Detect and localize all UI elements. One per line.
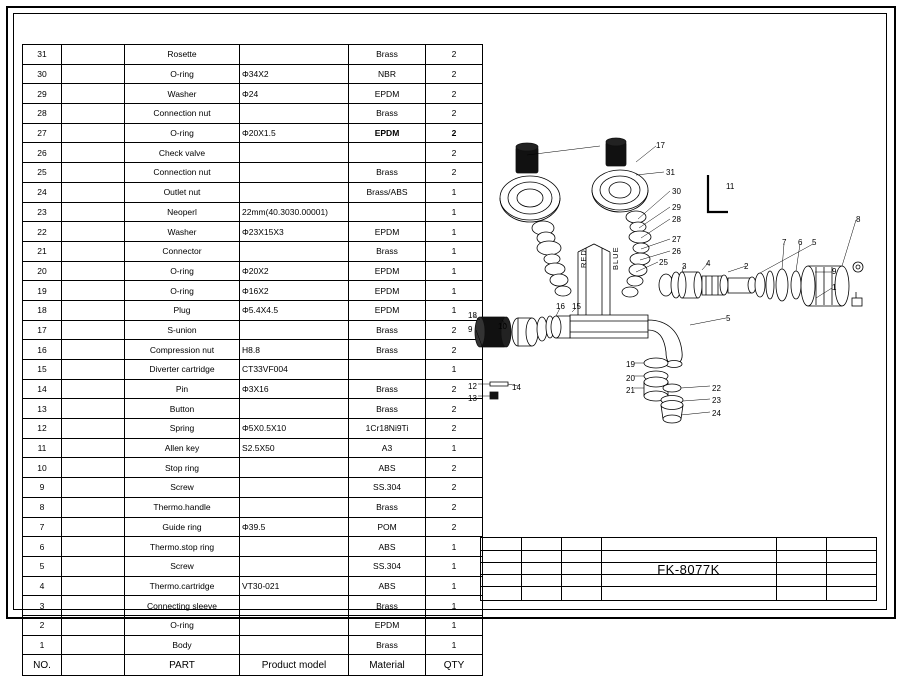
bom-cell-blank xyxy=(62,379,125,399)
callout-number: 30 xyxy=(672,187,681,196)
bom-cell-no: 6 xyxy=(23,537,62,557)
bom-cell-blank xyxy=(62,360,125,380)
bom-cell-material: EPDM xyxy=(349,615,426,635)
bom-cell-material: Brass xyxy=(349,497,426,517)
bom-cell-model xyxy=(240,478,349,498)
bom-cell-blank xyxy=(62,615,125,635)
bom-cell-model xyxy=(240,45,349,65)
bom-cell-qty: 2 xyxy=(426,497,483,517)
bom-cell-model: S2.5X50 xyxy=(240,438,349,458)
bom-cell-no: 23 xyxy=(23,202,62,222)
bom-cell-blank xyxy=(62,419,125,439)
bom-cell-material: EPDM xyxy=(349,222,426,242)
bom-cell-material: Brass xyxy=(349,163,426,183)
bom-cell-material: Brass xyxy=(349,104,426,124)
bom-cell-model xyxy=(240,615,349,635)
bom-cell-blank xyxy=(62,64,125,84)
bom-cell-blank xyxy=(62,222,125,242)
bom-cell-part: S-union xyxy=(125,320,240,340)
bom-cell-blank xyxy=(62,163,125,183)
callout-number: 4 xyxy=(706,259,711,268)
bom-header-no: NO. xyxy=(23,655,62,676)
bom-cell-material: Brass xyxy=(349,399,426,419)
bom-cell-no: 27 xyxy=(23,123,62,143)
bom-cell-qty: 2 xyxy=(426,104,483,124)
bom-cell-model xyxy=(240,497,349,517)
table-row xyxy=(23,438,483,458)
bom-cell-material: Brass xyxy=(349,320,426,340)
bom-cell-no: 3 xyxy=(23,596,62,616)
table-row xyxy=(23,281,483,301)
bom-cell-model: Φ5.4X4.5 xyxy=(240,300,349,320)
bom-cell-model xyxy=(240,241,349,261)
bom-cell-part: Thermo.stop ring xyxy=(125,537,240,557)
bom-cell-no: 4 xyxy=(23,576,62,596)
bom-cell-qty: 1 xyxy=(426,576,483,596)
callout-number: 5 xyxy=(726,314,731,323)
bom-cell-blank xyxy=(62,458,125,478)
bom-cell-qty: 1 xyxy=(426,241,483,261)
bom-cell-no: 7 xyxy=(23,517,62,537)
bom-cell-qty: 2 xyxy=(426,320,483,340)
exploded-assembly-drawing xyxy=(460,120,890,450)
bom-cell-qty: 1 xyxy=(426,281,483,301)
bom-cell-model: Φ34X2 xyxy=(240,64,349,84)
bom-cell-model: Φ23X15X3 xyxy=(240,222,349,242)
bom-cell-model: Φ20X2 xyxy=(240,261,349,281)
bom-cell-qty: 2 xyxy=(426,143,483,163)
callout-number: 24 xyxy=(712,409,721,418)
bom-cell-model: VT30-021 xyxy=(240,576,349,596)
bom-cell-qty: 2 xyxy=(426,84,483,104)
bom-cell-blank xyxy=(62,576,125,596)
bom-cell-no: 19 xyxy=(23,281,62,301)
bom-cell-qty: 2 xyxy=(426,64,483,84)
bom-cell-no: 28 xyxy=(23,104,62,124)
bom-cell-qty: 1 xyxy=(426,202,483,222)
bom-cell-qty: 2 xyxy=(426,45,483,65)
bom-cell-no: 26 xyxy=(23,143,62,163)
bom-cell-no: 15 xyxy=(23,360,62,380)
bom-cell-part: Guide ring xyxy=(125,517,240,537)
table-row xyxy=(23,320,483,340)
table-row xyxy=(23,576,483,596)
assembly-svg xyxy=(460,120,890,450)
bom-cell-part: O-ring xyxy=(125,281,240,301)
callout-number: 25 xyxy=(659,258,668,267)
table-row xyxy=(23,45,483,65)
bom-cell-qty: 1 xyxy=(426,537,483,557)
bom-cell-no: 17 xyxy=(23,320,62,340)
callout-number: 8 xyxy=(856,215,861,224)
bom-cell-blank xyxy=(62,281,125,301)
bom-header-part: PART xyxy=(125,655,240,676)
table-row xyxy=(23,556,483,576)
table-row xyxy=(23,458,483,478)
callout-number: 31 xyxy=(666,168,675,177)
callout-number: 26 xyxy=(672,247,681,256)
bom-cell-qty: 1 xyxy=(426,261,483,281)
bom-cell-part: Body xyxy=(125,635,240,655)
bom-cell-material xyxy=(349,360,426,380)
callout-number: 5 xyxy=(812,238,817,247)
table-row xyxy=(23,635,483,655)
bom-cell-blank xyxy=(62,497,125,517)
callout-number: 9 xyxy=(832,267,837,276)
callout-number: 20 xyxy=(626,374,635,383)
bom-cell-material: NBR xyxy=(349,64,426,84)
bom-cell-material xyxy=(349,143,426,163)
table-row xyxy=(23,300,483,320)
bom-header-model: Product model xyxy=(240,655,349,676)
bom-cell-blank xyxy=(62,537,125,557)
bom-cell-no: 31 xyxy=(23,45,62,65)
bom-cell-no: 25 xyxy=(23,163,62,183)
bom-cell-blank xyxy=(62,596,125,616)
bom-cell-part: Allen key xyxy=(125,438,240,458)
callout-number: 18 xyxy=(468,311,477,320)
bom-cell-blank xyxy=(62,241,125,261)
bom-cell-blank xyxy=(62,123,125,143)
callout-number: 6 xyxy=(798,238,803,247)
title-block xyxy=(480,537,877,601)
table-row xyxy=(23,84,483,104)
bom-cell-material: Brass xyxy=(349,241,426,261)
callout-number: 17 xyxy=(656,141,665,150)
bom-cell-model xyxy=(240,182,349,202)
bom-cell-part: Connector xyxy=(125,241,240,261)
bom-cell-no: 29 xyxy=(23,84,62,104)
bom-cell-material: A3 xyxy=(349,438,426,458)
product-model-code: FK-8077K xyxy=(657,561,720,577)
bom-cell-part: Thermo.cartridge xyxy=(125,576,240,596)
bom-cell-qty: 2 xyxy=(426,478,483,498)
bom-cell-no: 18 xyxy=(23,300,62,320)
bom-cell-part: Screw xyxy=(125,556,240,576)
label-red: RED xyxy=(579,249,588,268)
bom-cell-model xyxy=(240,556,349,576)
bom-cell-part: Plug xyxy=(125,300,240,320)
bom-cell-model xyxy=(240,320,349,340)
bom-cell-blank xyxy=(62,300,125,320)
bom-cell-part: O-ring xyxy=(125,123,240,143)
bom-cell-qty: 2 xyxy=(426,399,483,419)
bom-cell-model xyxy=(240,399,349,419)
bom-cell-qty: 1 xyxy=(426,300,483,320)
callout-number: 1 xyxy=(832,283,837,292)
bom-cell-model xyxy=(240,143,349,163)
bom-cell-blank xyxy=(62,182,125,202)
bom-cell-qty: 1 xyxy=(426,596,483,616)
callout-number: 11 xyxy=(726,182,735,191)
bom-cell-part: Stop ring xyxy=(125,458,240,478)
bom-cell-part: Connecting sleeve xyxy=(125,596,240,616)
bom-cell-no: 10 xyxy=(23,458,62,478)
callout-number: 16 xyxy=(556,302,565,311)
bom-cell-no: 30 xyxy=(23,64,62,84)
bom-cell-blank xyxy=(62,45,125,65)
bom-cell-blank xyxy=(62,399,125,419)
bom-cell-material: Brass xyxy=(349,596,426,616)
bom-cell-qty: 2 xyxy=(426,340,483,360)
bom-cell-no: 22 xyxy=(23,222,62,242)
bom-cell-no: 9 xyxy=(23,478,62,498)
bom-cell-part: Screw xyxy=(125,478,240,498)
bom-table xyxy=(22,44,483,676)
bom-cell-no: 16 xyxy=(23,340,62,360)
table-row xyxy=(23,163,483,183)
bom-cell-qty: 2 xyxy=(426,517,483,537)
bom-cell-qty: 2 xyxy=(426,123,483,143)
table-row xyxy=(23,399,483,419)
bom-cell-material: Brass/ABS xyxy=(349,182,426,202)
bom-cell-material: SS.304 xyxy=(349,478,426,498)
callout-number: 23 xyxy=(712,396,721,405)
bom-cell-no: 5 xyxy=(23,556,62,576)
bom-cell-model xyxy=(240,104,349,124)
table-row xyxy=(23,222,483,242)
callout-number: 15 xyxy=(572,302,581,311)
bom-cell-no: 1 xyxy=(23,635,62,655)
bom-cell-material: SS.304 xyxy=(349,556,426,576)
table-row xyxy=(23,379,483,399)
callout-number: 27 xyxy=(672,235,681,244)
bom-cell-part: Washer xyxy=(125,84,240,104)
callout-number: 14 xyxy=(512,383,521,392)
bom-cell-model: Φ39.5 xyxy=(240,517,349,537)
bom-header-row xyxy=(23,655,483,676)
bom-cell-part: Pin xyxy=(125,379,240,399)
bom-cell-qty: 2 xyxy=(426,419,483,439)
callout-number: 22 xyxy=(712,384,721,393)
table-row xyxy=(23,182,483,202)
callout-number: 3 xyxy=(682,262,687,271)
bom-header-blank xyxy=(62,655,125,676)
bom-cell-part: Connection nut xyxy=(125,163,240,183)
table-row xyxy=(23,419,483,439)
table-row xyxy=(23,497,483,517)
bom-cell-material: Brass xyxy=(349,45,426,65)
bom-cell-model xyxy=(240,596,349,616)
bom-cell-qty: 1 xyxy=(426,438,483,458)
bom-cell-no: 8 xyxy=(23,497,62,517)
callout-number: 9 xyxy=(468,325,473,334)
bom-cell-model: H8.8 xyxy=(240,340,349,360)
bom-cell-no: 11 xyxy=(23,438,62,458)
bom-cell-part: Washer xyxy=(125,222,240,242)
table-row xyxy=(23,202,483,222)
bom-cell-part: Neoperl xyxy=(125,202,240,222)
table-row xyxy=(23,615,483,635)
bom-cell-blank xyxy=(62,84,125,104)
bom-cell-model: 22mm(40.3030.00001) xyxy=(240,202,349,222)
bom-cell-model xyxy=(240,635,349,655)
bom-cell-part: Outlet nut xyxy=(125,182,240,202)
bom-cell-part: Diverter cartridge xyxy=(125,360,240,380)
bom-cell-part: Compression nut xyxy=(125,340,240,360)
bom-cell-part: O-ring xyxy=(125,615,240,635)
bom-cell-material: 1Cr18Ni9Ti xyxy=(349,419,426,439)
bom-cell-material: EPDM xyxy=(349,300,426,320)
bom-cell-part: Rosette xyxy=(125,45,240,65)
table-row xyxy=(23,517,483,537)
bom-cell-material: Brass xyxy=(349,635,426,655)
bom-cell-blank xyxy=(62,517,125,537)
bom-cell-no: 20 xyxy=(23,261,62,281)
bom-cell-part: Thermo.handle xyxy=(125,497,240,517)
bom-cell-no: 13 xyxy=(23,399,62,419)
bom-cell-blank xyxy=(62,340,125,360)
callout-number: 2 xyxy=(744,262,749,271)
callout-number: 7 xyxy=(782,238,787,247)
bom-cell-blank xyxy=(62,635,125,655)
bom-cell-model: Φ24 xyxy=(240,84,349,104)
bom-cell-blank xyxy=(62,202,125,222)
bom-cell-material: ABS xyxy=(349,458,426,478)
callout-number: 13 xyxy=(468,394,477,403)
bom-cell-material: Brass xyxy=(349,340,426,360)
bom-cell-blank xyxy=(62,143,125,163)
bom-cell-model: Φ3X16 xyxy=(240,379,349,399)
table-row xyxy=(23,64,483,84)
table-row xyxy=(23,104,483,124)
callout-number: 29 xyxy=(672,203,681,212)
table-row xyxy=(23,360,483,380)
bom-cell-material: EPDM xyxy=(349,281,426,301)
label-blue: BLUE xyxy=(611,246,620,270)
bom-cell-part: Spring xyxy=(125,419,240,439)
callout-number: 10 xyxy=(498,322,507,331)
bom-cell-blank xyxy=(62,556,125,576)
callout-number: 28 xyxy=(672,215,681,224)
bom-cell-qty: 1 xyxy=(426,615,483,635)
bom-cell-qty: 1 xyxy=(426,635,483,655)
bom-cell-model: Φ16X2 xyxy=(240,281,349,301)
bom-cell-model: CT33VF004 xyxy=(240,360,349,380)
bom-cell-material: Brass xyxy=(349,379,426,399)
bom-cell-qty: 2 xyxy=(426,379,483,399)
bom-cell-material xyxy=(349,202,426,222)
bom-cell-blank xyxy=(62,438,125,458)
bom-cell-material: ABS xyxy=(349,537,426,557)
bom-cell-material: EPDM xyxy=(349,261,426,281)
bom-cell-material: EPDM xyxy=(349,84,426,104)
bom-cell-blank xyxy=(62,478,125,498)
bom-cell-part: O-ring xyxy=(125,64,240,84)
bom-cell-no: 24 xyxy=(23,182,62,202)
bom-cell-model: Φ20X1.5 xyxy=(240,123,349,143)
bom-cell-no: 21 xyxy=(23,241,62,261)
bom-cell-material: POM xyxy=(349,517,426,537)
bom-header-material: Material xyxy=(349,655,426,676)
table-row xyxy=(23,123,483,143)
bom-cell-qty: 1 xyxy=(426,556,483,576)
bom-cell-qty: 2 xyxy=(426,458,483,478)
bom-cell-part: Check valve xyxy=(125,143,240,163)
table-row xyxy=(23,537,483,557)
table-row xyxy=(23,143,483,163)
callout-number: 12 xyxy=(468,382,477,391)
bom-cell-blank xyxy=(62,261,125,281)
bom-cell-qty: 1 xyxy=(426,222,483,242)
bom-cell-model: Φ5X0.5X10 xyxy=(240,419,349,439)
bom-cell-material: EPDM xyxy=(349,123,426,143)
bom-cell-model xyxy=(240,458,349,478)
bom-cell-qty: 1 xyxy=(426,360,483,380)
bom-cell-no: 2 xyxy=(23,615,62,635)
bom-cell-no: 12 xyxy=(23,419,62,439)
table-row xyxy=(23,340,483,360)
bom-cell-part: O-ring xyxy=(125,261,240,281)
bom-cell-model xyxy=(240,537,349,557)
callout-number: 21 xyxy=(626,386,635,395)
bom-cell-qty: 1 xyxy=(426,182,483,202)
callout-number: 19 xyxy=(626,360,635,369)
table-row xyxy=(23,478,483,498)
bom-cell-blank xyxy=(62,320,125,340)
bom-cell-no: 14 xyxy=(23,379,62,399)
bom-cell-model xyxy=(240,163,349,183)
bom-cell-blank xyxy=(62,104,125,124)
bom-header-qty: QTY xyxy=(426,655,483,676)
bom-cell-part: Button xyxy=(125,399,240,419)
bom-cell-qty: 2 xyxy=(426,163,483,183)
bom-cell-part: Connection nut xyxy=(125,104,240,124)
table-row xyxy=(23,241,483,261)
bom-cell-material: ABS xyxy=(349,576,426,596)
table-row xyxy=(23,596,483,616)
table-row xyxy=(23,261,483,281)
